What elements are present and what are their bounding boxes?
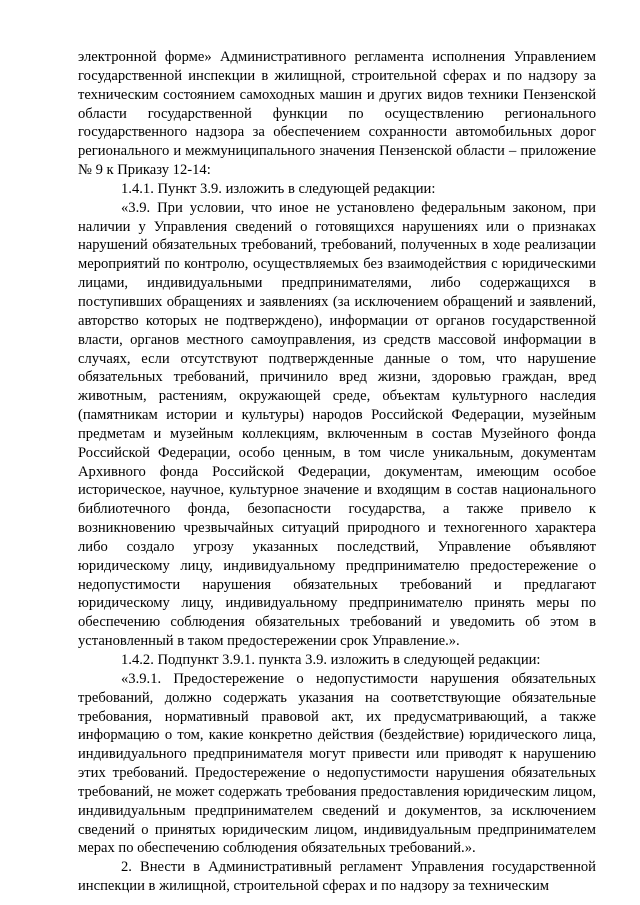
paragraph-regulation-annex-9-continuation: электронной форме» Административного регламента исполнения Управлением государственной инспекции в жилищной, строительной сферах и по надзору за техническим состоянием самоходных машин и других видов техники Пензенской области государственной функции по осуществлению регионального государственного надзора за обеспечением сохранности автомобильных дорог регионального и межмуниципального значения Пензенской области – приложение № 9 к Приказу 12-14: (78, 49, 596, 179)
paragraph-item-2: 2. Внести в Административный регламент Управления государственной инспекции в жилищной, строительной сферах и по надзору за техническим (78, 859, 596, 895)
paragraph-clause-3-9-1: «3.9.1. Предостережение о недопустимости нарушения обязательных требований, должно содержать указания на соответствующие обязательные требования, нормативный правовой акт, их предусматривающий, а также информацию о том, какие конкретно действия (бездействие) юридического лица, индивидуального предпринимателя могут привести или приводят к нарушению этих требований. Предостережение о недопустимости нарушения обязательных требований, не может содержать требования предоставления юридическим лицом, индивидуальным предпринимателем сведений и документов, за исключением сведений о принятых юридическим лицом, индивидуальным предпринимателем мерах по обеспечению соблюдения обязательных требований.». (78, 670, 596, 857)
paragraph-1-4-2-heading: 1.4.2. Подпункт 3.9.1. пункта 3.9. изложить в следующей редакции: (121, 652, 541, 668)
paragraph-clause-3-9: «3.9. При условии, что иное не установлено федеральным законом, при наличии у Управления сведений о готовящихся нарушениях или о признаках нарушений обязательных требований, требований, полученных в ходе реализации мероприятий по контролю, осуществляемых без взаимодействия с юридическими лицами, индивидуальными предпринимателями, либо содержащихся в поступивших обращениях и заявлениях (за исключением обращений и заявлений, авторство которых не подтверждено), информации от органов государственной власти, органов местного самоуправления, из средств массовой информации в случаях, если отсутствуют подтвержденные данные о том, что нарушение обязательных требований, причинило вред жизни, здоровью граждан, вред животным, растениям, окружающей среде, объектам культурного наследия (памятникам истории и культуры) народов Российской Федерации, музейным предметам и музейным коллекциям, включенным в состав Музейного фонда Российской Федерации, особо ценным, в том числе уникальным, документам Архивного фонда Российской Федерации, документам, имеющим особое историческое, научное, культурное значение и входящим в состав национального библиотечного фонда, безопасности государства, а также привело к возникновению чрезвычайных ситуаций природного и техногенного характера либо создало угрозу указанных последствий, Управление объявляют юридическому лицу, индивидуальному предпринимателю предостережение о недопустимости нарушения обязательных требований и предлагают юридическому лицу, индивидуальному предпринимателю принять меры по обеспечению соблюдения обязательных требований и уведомить об этом в установленный в таком предостережении срок Управление.». (78, 199, 596, 650)
paragraph-1-4-1-heading: 1.4.1. Пункт 3.9. изложить в следующей редакции: (121, 180, 436, 197)
document-page (78, 48, 596, 896)
